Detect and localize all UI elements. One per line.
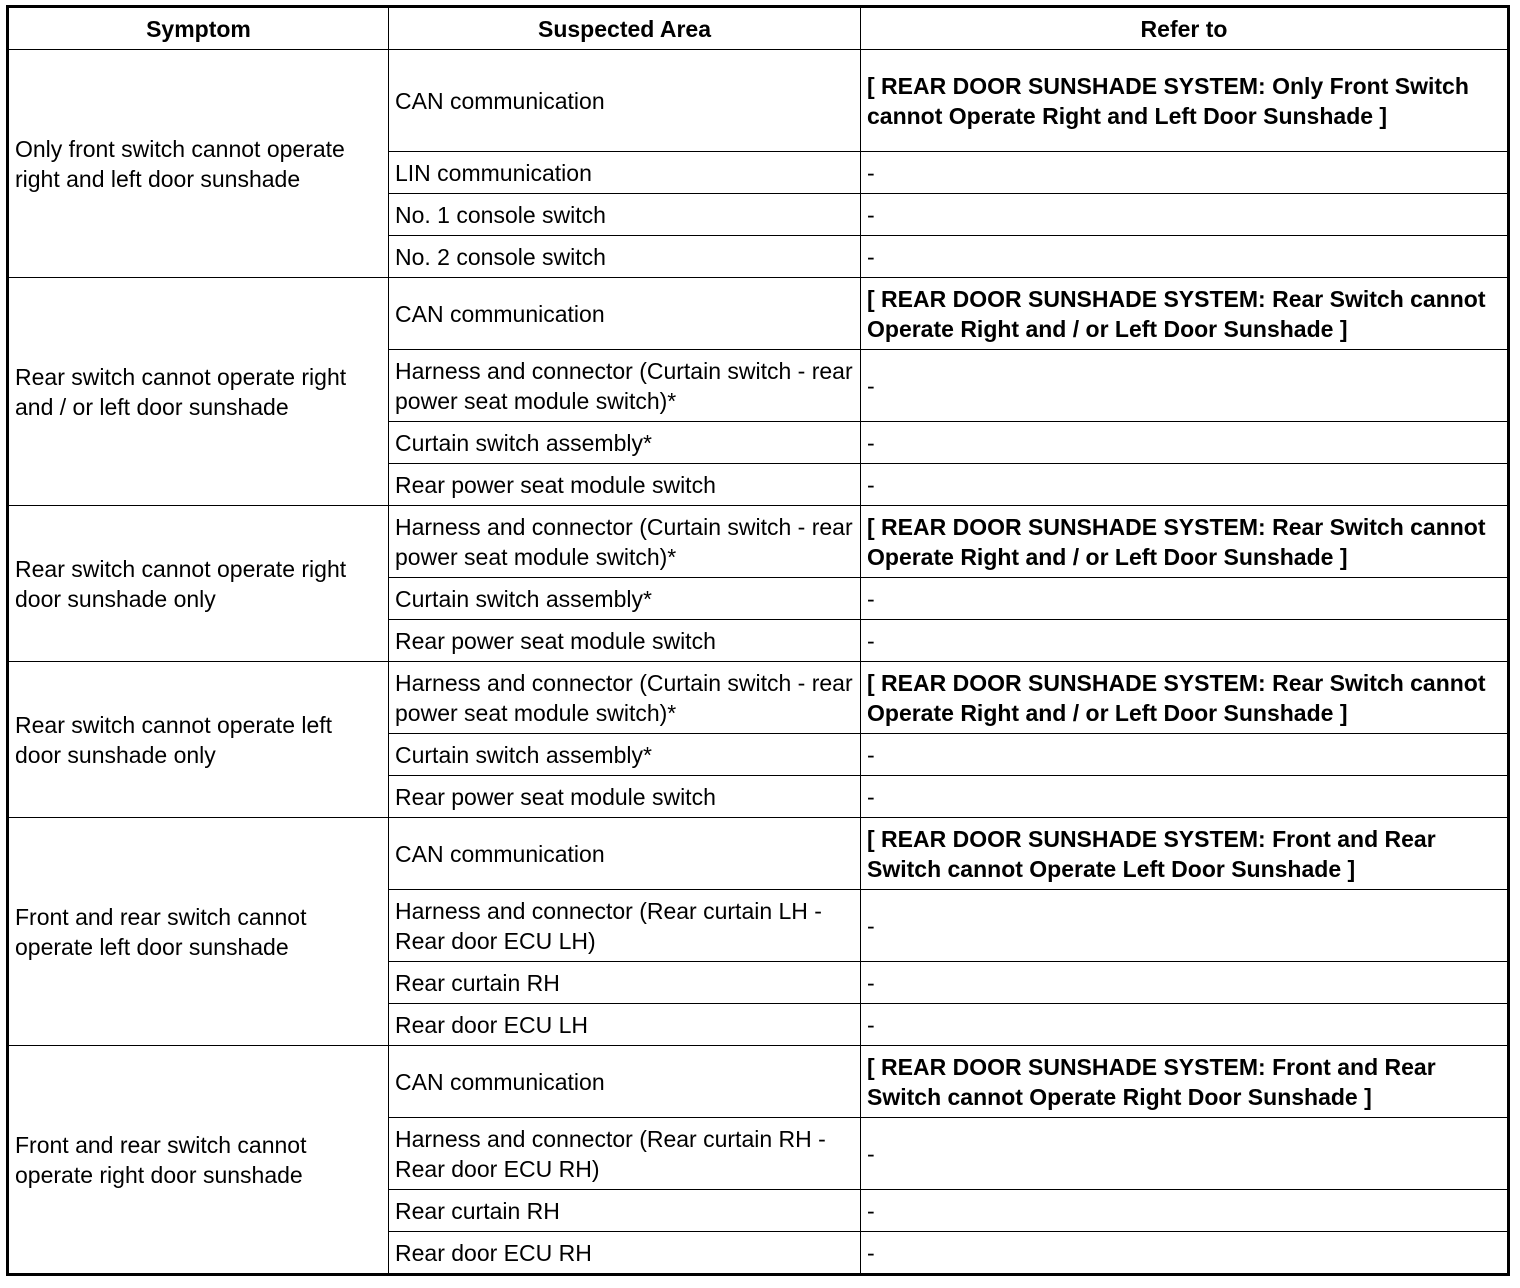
refer-to-cell: -	[861, 890, 1509, 962]
suspected-area-cell: Rear curtain RH	[389, 962, 861, 1004]
refer-to-cell: -	[861, 578, 1509, 620]
refer-to-cell: -	[861, 1118, 1509, 1190]
suspected-area-cell: CAN communication	[389, 50, 861, 152]
table-row	[8, 50, 1509, 152]
suspected-area-cell: LIN communication	[389, 152, 861, 194]
refer-to-link[interactable]: [ REAR DOOR SUNSHADE SYSTEM: Only Front Switch cannot Operate Right and Left Door Sunshade ]	[861, 50, 1509, 152]
suspected-area-cell: Curtain switch assembly*	[389, 578, 861, 620]
suspected-area-cell: Harness and connector (Rear curtain RH - Rear door ECU RH)	[389, 1118, 861, 1190]
refer-to-cell: -	[861, 350, 1509, 422]
refer-to-cell: -	[861, 1232, 1509, 1275]
symptom-cell: Only front switch cannot operate right and left door sunshade	[8, 50, 389, 278]
symptom-cell: Rear switch cannot operate right door sunshade only	[8, 506, 389, 662]
suspected-area-cell: CAN communication	[389, 818, 861, 890]
symptom-cell: Front and rear switch cannot operate left door sunshade	[8, 818, 389, 1046]
refer-to-cell: -	[861, 776, 1509, 818]
refer-to-link[interactable]: [ REAR DOOR SUNSHADE SYSTEM: Rear Switch cannot Operate Right and / or Left Door Sunshade ]	[861, 662, 1509, 734]
refer-to-link[interactable]: [ REAR DOOR SUNSHADE SYSTEM: Front and Rear Switch cannot Operate Left Door Sunshade ]	[861, 818, 1509, 890]
header-refer-to: Refer to	[861, 7, 1509, 50]
table-row	[8, 1046, 1509, 1118]
refer-to-cell: -	[861, 1004, 1509, 1046]
table-row	[8, 818, 1509, 890]
header-suspected-area: Suspected Area	[389, 7, 861, 50]
refer-to-link[interactable]: [ REAR DOOR SUNSHADE SYSTEM: Rear Switch cannot Operate Right and / or Left Door Sunshade ]	[861, 506, 1509, 578]
header-row	[8, 7, 1509, 50]
refer-to-cell: -	[861, 620, 1509, 662]
suspected-area-cell: Rear power seat module switch	[389, 776, 861, 818]
refer-to-cell: -	[861, 734, 1509, 776]
refer-to-cell: -	[861, 194, 1509, 236]
refer-to-link[interactable]: [ REAR DOOR SUNSHADE SYSTEM: Front and Rear Switch cannot Operate Right Door Sunshade ]	[861, 1046, 1509, 1118]
refer-to-cell: -	[861, 422, 1509, 464]
suspected-area-cell: Rear power seat module switch	[389, 464, 861, 506]
suspected-area-cell: CAN communication	[389, 278, 861, 350]
refer-to-cell: -	[861, 962, 1509, 1004]
refer-to-cell: -	[861, 464, 1509, 506]
suspected-area-cell: No. 1 console switch	[389, 194, 861, 236]
refer-to-cell: -	[861, 236, 1509, 278]
suspected-area-cell: CAN communication	[389, 1046, 861, 1118]
suspected-area-cell: Rear door ECU LH	[389, 1004, 861, 1046]
suspected-area-cell: Curtain switch assembly*	[389, 734, 861, 776]
symptom-cell: Front and rear switch cannot operate right door sunshade	[8, 1046, 389, 1275]
suspected-area-cell: Harness and connector (Curtain switch - rear power seat module switch)*	[389, 662, 861, 734]
table-row	[8, 506, 1509, 578]
suspected-area-cell: No. 2 console switch	[389, 236, 861, 278]
symptom-cell: Rear switch cannot operate left door sunshade only	[8, 662, 389, 818]
refer-to-cell: -	[861, 152, 1509, 194]
suspected-area-cell: Harness and connector (Curtain switch - rear power seat module switch)*	[389, 506, 861, 578]
symptom-cell: Rear switch cannot operate right and / or left door sunshade	[8, 278, 389, 506]
suspected-area-cell: Harness and connector (Rear curtain LH - Rear door ECU LH)	[389, 890, 861, 962]
suspected-area-cell: Rear door ECU RH	[389, 1232, 861, 1275]
suspected-area-cell: Rear curtain RH	[389, 1190, 861, 1232]
suspected-area-cell: Curtain switch assembly*	[389, 422, 861, 464]
suspected-area-cell: Rear power seat module switch	[389, 620, 861, 662]
suspected-area-cell: Harness and connector (Curtain switch - rear power seat module switch)*	[389, 350, 861, 422]
refer-to-link[interactable]: [ REAR DOOR SUNSHADE SYSTEM: Rear Switch cannot Operate Right and / or Left Door Sunshade ]	[861, 278, 1509, 350]
header-symptom: Symptom	[8, 7, 389, 50]
table-row	[8, 278, 1509, 350]
diagnosis-table	[6, 5, 1510, 1276]
refer-to-cell: -	[861, 1190, 1509, 1232]
table-row	[8, 662, 1509, 734]
